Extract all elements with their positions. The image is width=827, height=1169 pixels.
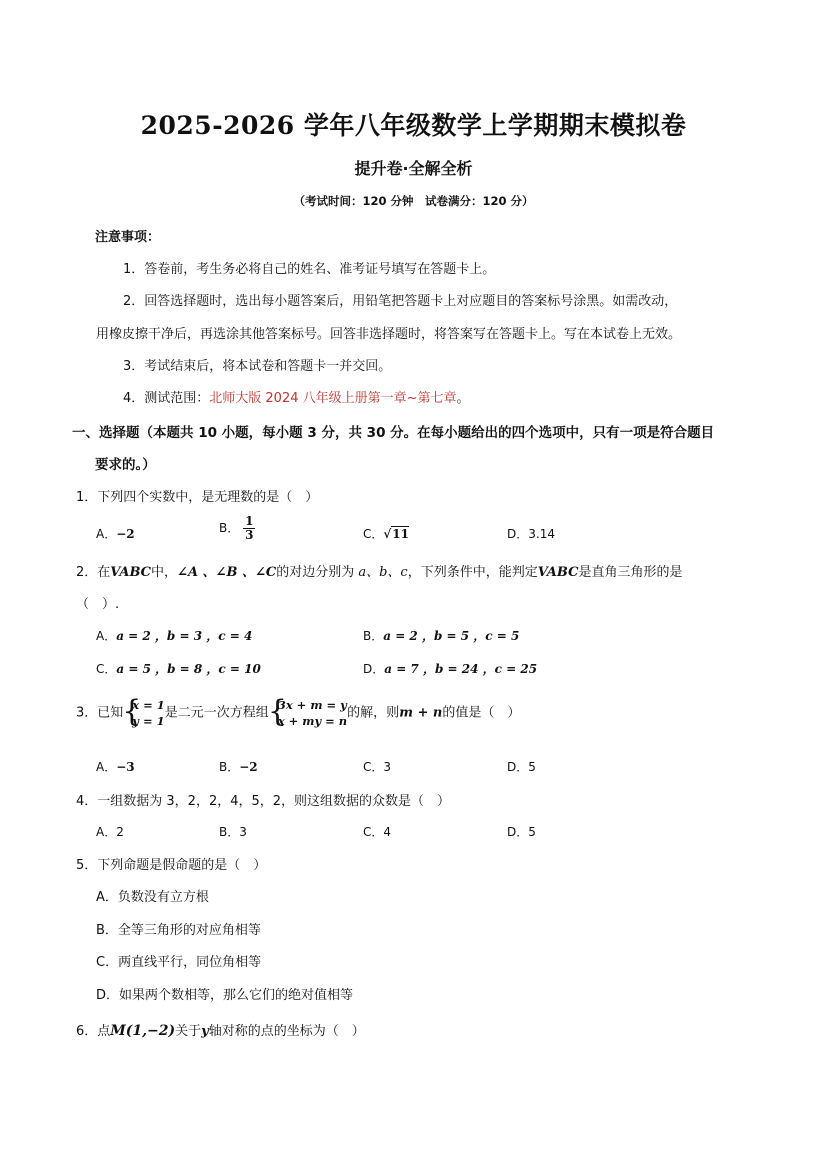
q6-text-3: 轴对称的点的坐标为（ ）: [208, 1024, 365, 1039]
q3-option-b[interactable]: [219, 758, 258, 775]
q2-option-c[interactable]: [96, 660, 261, 677]
radicand: 11: [392, 527, 409, 541]
notice-item-2-line-2: 用橡皮擦干净后，再选涂其他答案标号。回答非选择题时，将答案写在答题卡上。写在本试卷上无效。: [96, 327, 682, 342]
q2-text-2: 中，: [151, 565, 178, 580]
q3-option-d[interactable]: D．5: [507, 760, 536, 774]
q3-expression: m + n: [399, 705, 443, 721]
q1-option-c-label: C．: [363, 527, 384, 541]
q5-option-d[interactable]: D．如果两个数相等，那么它们的绝对值相等: [96, 988, 354, 1003]
left-brace-icon: {: [267, 694, 287, 729]
solution-system: [122, 694, 165, 729]
q1-option-a[interactable]: [96, 525, 135, 542]
question-4-stem: 4．一组数据为 3，2，2，4，5，2，则这组数据的众数是（ ）: [76, 794, 451, 809]
equation-system: [267, 694, 348, 729]
test-scope: 北师大版 2024 八年级上册第一章~第七章: [209, 391, 457, 406]
q2-option-b[interactable]: [363, 627, 519, 644]
q6-text-2: 关于: [175, 1024, 202, 1039]
notice-item-1: 1．答卷前，考生务必将自己的姓名、准考证号填写在答题卡上。: [123, 262, 496, 277]
left-brace-icon: {: [122, 694, 142, 729]
q3-option-a-value: −3: [116, 760, 135, 774]
question-5-stem: 5．下列命题是假命题的是（ ）: [76, 858, 267, 873]
page-title: 2025-2026 学年八年级数学上学期期末模拟卷: [140, 111, 687, 140]
fraction-denominator: 3: [245, 528, 254, 542]
triangle-abc: VABC: [110, 565, 152, 580]
fraction-numerator: 1: [245, 514, 254, 528]
question-1-stem: 1．下列四个实数中，是无理数的是（ ）: [76, 490, 319, 505]
q3-option-c[interactable]: C．3: [363, 760, 392, 774]
q2-text-5: 是直角三角形的是: [578, 565, 683, 580]
section-heading-line-1: 一、选择题（本题共 10 小题，每小题 3 分，共 30 分。在每小题给出的四个选项中，只有一项是符合题目: [72, 425, 715, 441]
q2-text-3: 的对边分别为: [276, 565, 359, 580]
q4-option-c[interactable]: C．4: [363, 825, 392, 839]
q3-text-1: 3．已知: [76, 705, 124, 721]
question-2-stem: [76, 561, 682, 580]
q2-option-a-value: a = 2 ，b = 3 ，c = 4: [116, 629, 253, 643]
angles: ∠A 、∠B 、∠C: [177, 565, 277, 580]
q2-text-4: ，下列条件中，能判定: [407, 565, 538, 580]
q1-option-a-value: −2: [116, 527, 135, 541]
question-2-stem-line-2: （ ）.: [76, 597, 120, 612]
q1-option-a-label: A．: [96, 527, 117, 541]
q2-option-b-value: a = 2 ，b = 5 ，c = 5: [383, 629, 520, 643]
q3-option-b-label: B．: [219, 760, 240, 774]
q3-option-a[interactable]: [96, 758, 135, 775]
notice-heading: 注意事项：: [95, 230, 161, 245]
q3-text-3: 的解，则: [347, 705, 400, 721]
q2-option-a[interactable]: [96, 627, 252, 644]
sides: a、b、c: [358, 565, 408, 580]
q2-option-d-value: a = 7 ，b = 24 ，c = 25: [384, 662, 538, 676]
q2-option-d[interactable]: [363, 660, 537, 677]
axis-y: y: [201, 1024, 209, 1039]
solution-row-2: y = 1: [132, 714, 165, 728]
question-3-stem: [76, 694, 521, 729]
sqrt-icon: √11: [383, 527, 409, 541]
q5-option-a[interactable]: A．负数没有立方根: [96, 890, 209, 905]
q1-option-b[interactable]: [219, 515, 255, 542]
q2-option-d-label: D．: [363, 662, 385, 676]
q5-option-b[interactable]: B．全等三角形的对应角相等: [96, 923, 261, 938]
q1-fraction: [243, 515, 255, 542]
point-m: M(1,−2): [110, 1023, 176, 1039]
q2-option-a-label: A．: [96, 629, 117, 643]
q4-option-d[interactable]: D．5: [507, 825, 536, 839]
q1-option-c[interactable]: [363, 525, 409, 542]
notice-item-2-line-1: 2．回答选择题时，选出每小题答案后，用铅笔把答题卡上对应题目的答案标号涂黑。如需改动，: [123, 294, 678, 309]
page-subtitle: 提升卷·全解全析: [354, 159, 473, 178]
q3-option-a-label: A．: [96, 760, 117, 774]
q6-text-1: 6．点: [76, 1024, 111, 1039]
section-heading-line-2: 要求的。）: [95, 457, 156, 473]
q2-option-c-label: C．: [96, 662, 117, 676]
notice-item-4-prefix: 4．测试范围：: [123, 391, 210, 406]
equation-row-2: x + my = n: [277, 714, 348, 728]
solution-row-1: x = 1: [132, 698, 165, 712]
notice-item-3: 3．考试结束后，将本试卷和答题卡一并交回。: [123, 359, 392, 374]
notice-item-4: [123, 387, 470, 406]
q5-option-c[interactable]: C．两直线平行，同位角相等: [96, 955, 262, 970]
notice-item-4-suffix: 。: [456, 391, 470, 406]
q1-option-b-label: B．: [219, 521, 240, 535]
equation-row-1: 3x + m = y: [277, 698, 347, 712]
q4-option-a[interactable]: A．2: [96, 825, 124, 839]
q4-option-b[interactable]: B．3: [219, 825, 247, 839]
question-6-stem: [76, 1020, 365, 1039]
q3-option-b-value: −2: [239, 760, 258, 774]
q3-text-2: 是二元一次方程组: [164, 705, 269, 721]
triangle-abc-2: VABC: [537, 565, 579, 580]
q2-option-b-label: B．: [363, 629, 384, 643]
q3-text-4: 的值是（ ）: [442, 705, 521, 721]
q1-option-d[interactable]: D．3.14: [507, 527, 555, 541]
q2-text-1: 2．在: [76, 565, 111, 580]
exam-info: （考试时间：120 分钟 试卷满分：120 分）: [293, 194, 534, 208]
q2-option-c-value: a = 5 ，b = 8 ，c = 10: [116, 662, 261, 676]
